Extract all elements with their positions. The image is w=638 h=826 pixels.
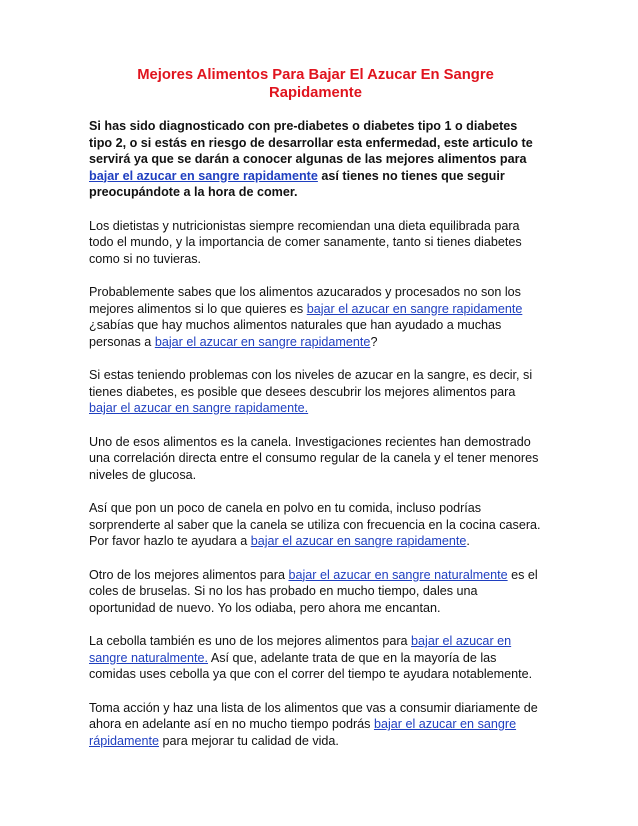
paragraph-text: La cebolla también es uno de los mejores alimentos para xyxy=(89,634,412,648)
paragraph-text: Así que, adelante trata de que en la mayoría de las comidas uses cebolla ya que con el correr del tiempo te ayudara notablemente. xyxy=(89,650,533,681)
intro-paragraph xyxy=(89,118,542,201)
paragraph-text: Toma acción y haz una lista de los alimentos que vas a consumir diariamente de ahora en adelante así en no mucho tiempo podrás xyxy=(89,700,538,731)
body-paragraph xyxy=(89,500,542,550)
body-paragraph xyxy=(89,218,542,268)
inline-link[interactable]: bajar el azucar en sangre rapidamente xyxy=(154,334,371,349)
inline-link[interactable]: bajar el azucar en sangre naturalmente xyxy=(288,567,508,582)
page-title: Mejores Alimentos Para Bajar El Azucar En Sangre Rapidamente xyxy=(137,67,494,101)
body-paragraph xyxy=(89,367,542,417)
inline-link[interactable]: bajar el azucar en sangre naturalmente. xyxy=(89,634,512,665)
body-paragraph xyxy=(89,284,542,350)
paragraph-text: es el coles de bruselas. Si no los has probado en mucho tiempo, dales una oportunidad de nuevo. Yo los odiaba, pero ahora me encantan. xyxy=(89,567,538,615)
inline-link[interactable]: bajar el azucar en sangre rápidamente xyxy=(89,717,517,748)
inline-link[interactable]: bajar el azucar en sangre rapidamente. xyxy=(89,401,309,415)
paragraph-text: ¿sabías que hay muchos alimentos naturales que han ayudado a muchas personas a xyxy=(89,318,502,349)
paragraph-text: . xyxy=(466,534,470,548)
inline-link[interactable]: bajar el azucar en sangre rapidamente xyxy=(250,534,467,548)
paragraph-text: Uno de esos alimentos es la canela. Investigaciones recientes han demostrado una correlación directa entre el consumo regular de la canela y el tener menores niveles de glucosa. xyxy=(89,434,539,482)
paragraph-text: Si has sido diagnosticado con pre-diabetes o diabetes tipo 1 o diabetes tipo 2, o si estás en riesgo de desarrollar esta enfermedad, este articulo te servirá ya que se darán a conocer algunas de las mejores alimentos para xyxy=(89,119,533,166)
paragraph-text: Los dietistas y nutricionistas siempre recomiendan una dieta equilibrada para todo el mundo, y la importancia de comer sanamente, tanto si tienes diabetes como si no tuvieras. xyxy=(89,218,522,266)
paragraph-text: ? xyxy=(370,334,378,349)
paragraph-text: Probablemente sabes que los alimentos azucarados y procesados no son los mejores alimentos si lo que quieres es xyxy=(89,285,521,316)
body-paragraph xyxy=(89,633,542,683)
inline-link[interactable]: bajar el azucar en sangre rapidamente xyxy=(89,168,318,183)
paragraph-text: Así que pon un poco de canela en polvo en tu comida, incluso podrías sorprenderte al saber que la canela se utiliza con frecuencia en la cocina casera. Por favor hazlo te ayudara a xyxy=(89,501,541,548)
paragraph-text: Si estas teniendo problemas con los niveles de azucar en la sangre, es decir, si tienes diabetes, es posible que desees descubrir los mejores alimentos para xyxy=(89,368,533,399)
body-paragraph xyxy=(89,567,542,617)
inline-link[interactable]: bajar el azucar en sangre rapidamente xyxy=(306,301,523,316)
paragraph-text: para mejorar tu calidad de vida. xyxy=(159,733,339,748)
paragraph-text: Otro de los mejores alimentos para xyxy=(89,567,289,582)
body-paragraph xyxy=(89,434,542,484)
paragraph-text: así tienes no tienes que seguir preocupándote a la hora de comer. xyxy=(89,168,505,199)
body-paragraph xyxy=(89,700,542,750)
